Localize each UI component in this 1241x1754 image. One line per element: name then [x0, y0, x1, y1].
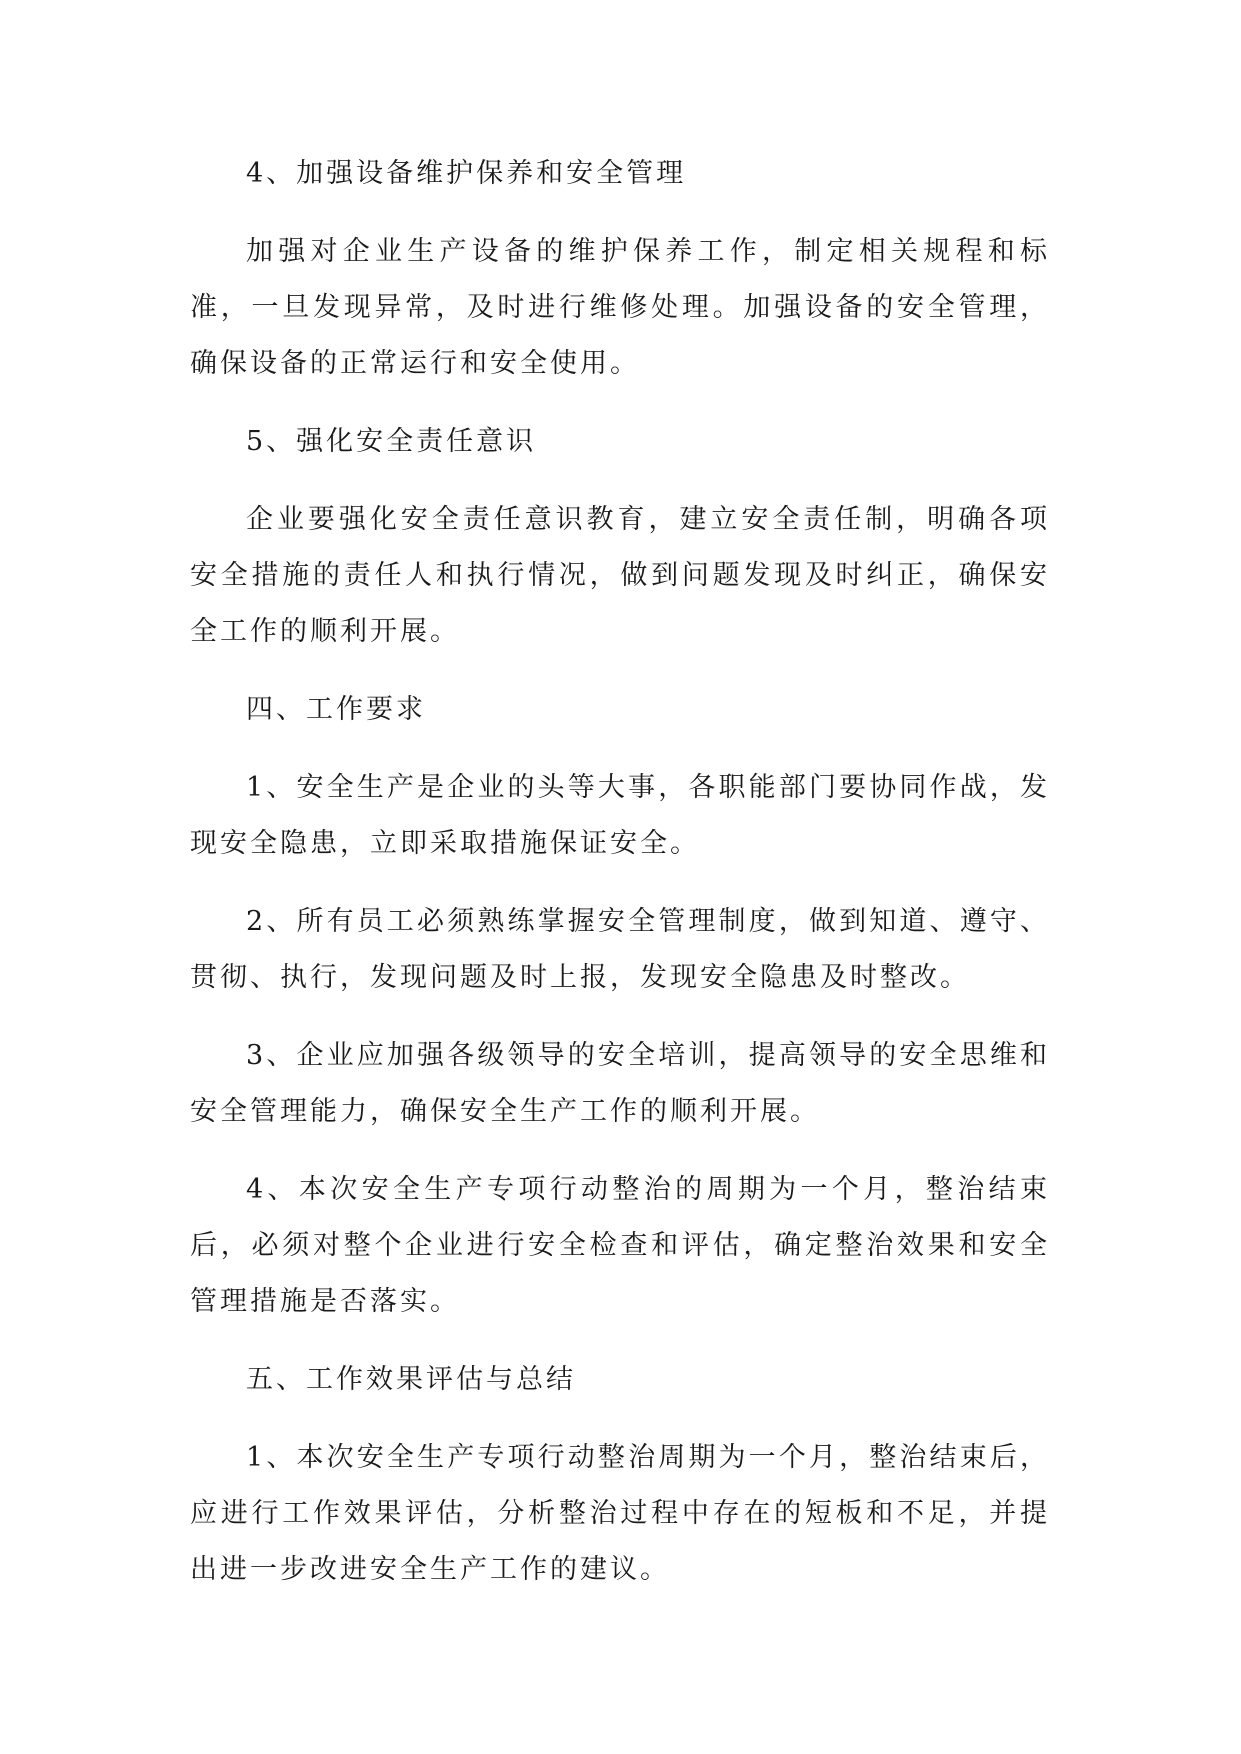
- paragraph-requirement-1: 1、安全生产是企业的头等大事，各职能部门要协同作战，发现安全隐患，立即采取措施保证安全。: [190, 772, 1050, 859]
- document-body: [190, 146, 1050, 1620]
- section-heading-work-requirements: 四、工作要求: [246, 694, 426, 725]
- paragraph-equipment-maintenance: 加强对企业生产设备的维护保养工作，制定相关规程和标准，一旦发现异常，及时进行维修处理。加强设备的安全管理，确保设备的正常运行和安全使用。: [190, 236, 1050, 379]
- paragraph-requirement-3: 3、企业应加强各级领导的安全培训，提高领导的安全思维和安全管理能力，确保安全生产工作的顺利开展。: [190, 1040, 1050, 1127]
- paragraph-safety-responsibility: 企业要强化安全责任意识教育，建立安全责任制，明确各项安全措施的责任人和执行情况，做到问题发现及时纠正，确保安全工作的顺利开展。: [190, 504, 1050, 647]
- section-heading-equipment-maintenance: 4、加强设备维护保养和安全管理: [246, 158, 687, 189]
- paragraph-requirement-2: 2、所有员工必须熟练掌握安全管理制度，做到知道、遵守、贯彻、执行，发现问题及时上报，发现安全隐患及时整改。: [190, 906, 1050, 993]
- section-heading-evaluation-summary: 五、工作效果评估与总结: [246, 1364, 576, 1395]
- paragraph-evaluation-1: 1、本次安全生产专项行动整治周期为一个月，整治结束后，应进行工作效果评估，分析整治过程中存在的短板和不足，并提出进一步改进安全生产工作的建议。: [190, 1442, 1050, 1585]
- paragraph-requirement-4: 4、本次安全生产专项行动整治的周期为一个月，整治结束后，必须对整个企业进行安全检查和评估，确定整治效果和安全管理措施是否落实。: [190, 1174, 1050, 1317]
- section-heading-safety-responsibility: 5、强化安全责任意识: [246, 426, 537, 457]
